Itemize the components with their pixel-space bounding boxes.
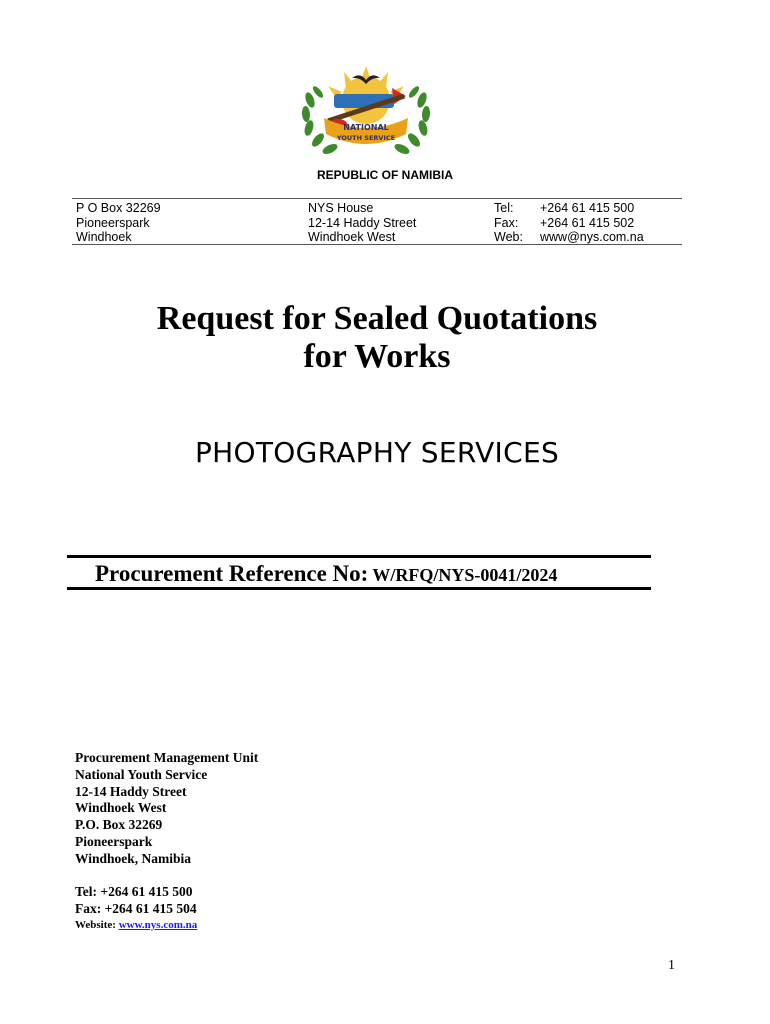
reference-rule-top [67, 555, 651, 558]
address-line: 12-14 Haddy Street [308, 215, 417, 230]
office-website [75, 919, 197, 931]
office-line: Windhoek West [75, 800, 167, 816]
country-heading: REPUBLIC OF NAMIBIA [317, 168, 453, 182]
physical-address [308, 201, 416, 245]
contact-label: Web: [494, 230, 523, 244]
page-number: 1 [668, 958, 675, 973]
fax-value: +264 61 415 502 [540, 215, 635, 230]
address-line: NYS House [308, 201, 374, 215]
procurement-reference-label: Procurement Reference No: [95, 561, 369, 586]
service-heading: PHOTOGRAPHY SERVICES [194, 436, 560, 469]
postal-address [76, 201, 161, 245]
office-line: Procurement Management Unit [75, 750, 259, 765]
logo-ribbon-text-bottom: YOUTH SERVICE [336, 134, 396, 142]
office-line: 12-14 Haddy Street [75, 783, 187, 799]
office-fax: Fax: +264 61 415 504 [75, 900, 197, 916]
contact-values [540, 201, 644, 245]
address-line: P O Box 32269 [76, 201, 161, 215]
contact-label: Fax: [494, 215, 519, 230]
logo-ribbon-text-top: NATIONAL [343, 123, 389, 132]
office-contact-block [75, 884, 197, 918]
procurement-reference-number: W/RFQ/NYS-0041/2024 [372, 565, 558, 585]
contact-labels [494, 201, 523, 245]
website-label: Website: [75, 919, 116, 931]
document-title [0, 300, 754, 376]
address-line: Windhoek [76, 230, 132, 244]
nys-logo [296, 60, 436, 160]
address-line: Windhoek West [308, 230, 396, 244]
header-divider-top [72, 198, 682, 199]
reference-rule-bottom [67, 587, 651, 590]
office-tel: Tel: +264 61 415 500 [75, 884, 193, 899]
website-link[interactable]: www.nys.com.na [118, 919, 198, 931]
header-divider-bottom [72, 244, 682, 245]
office-line: P.O. Box 32269 [75, 817, 163, 833]
address-line: Pioneerspark [76, 215, 150, 230]
title-line-2: for Works [303, 338, 451, 375]
web-value: www@nys.com.na [540, 230, 644, 244]
office-line: National Youth Service [75, 766, 208, 782]
contact-label: Tel: [494, 201, 514, 215]
office-line: Windhoek, Namibia [75, 850, 192, 866]
office-address-block [75, 750, 258, 868]
office-line: Pioneerspark [75, 833, 153, 849]
telephone-value: +264 61 415 500 [540, 201, 635, 215]
procurement-reference [95, 561, 557, 587]
title-line-1: Request for Sealed Quotations [156, 300, 598, 337]
